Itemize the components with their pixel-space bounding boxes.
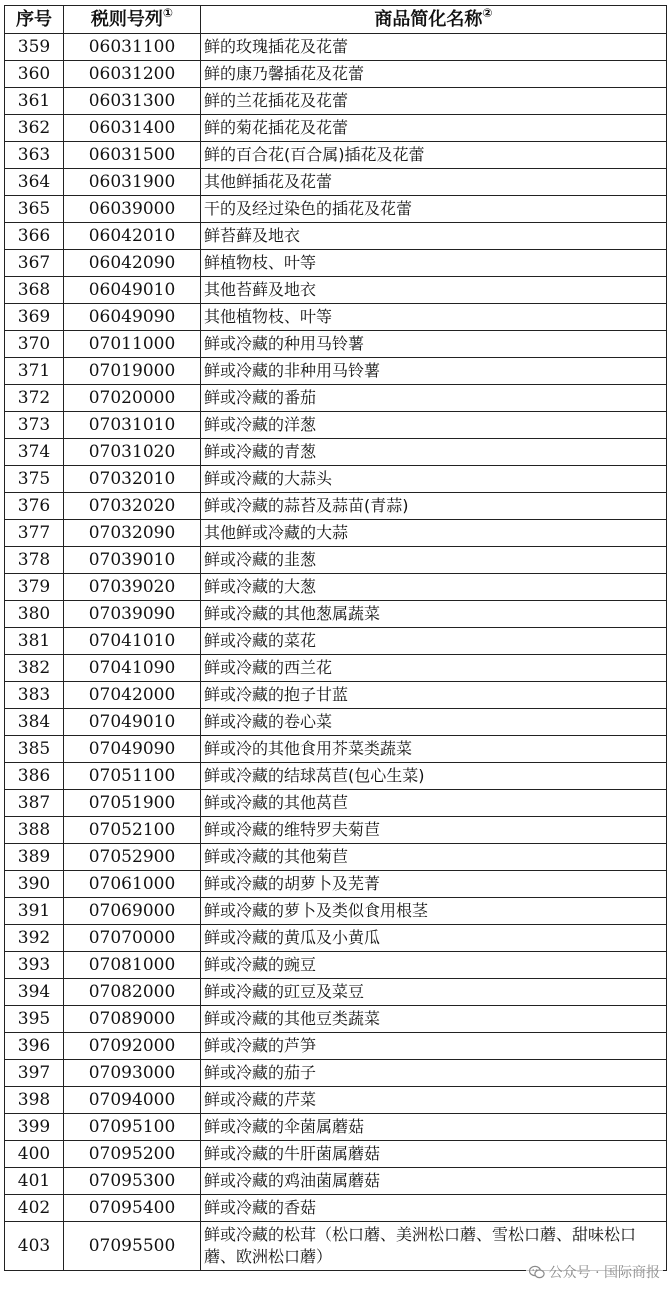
serial-number-cell: 387 xyxy=(5,790,64,817)
product-name-cell: 其他苔藓及地衣 xyxy=(201,277,667,304)
serial-number-cell: 361 xyxy=(5,88,64,115)
table-row xyxy=(5,1168,667,1195)
table-row xyxy=(5,277,667,304)
tariff-code-cell: 06031100 xyxy=(64,34,201,61)
table-row xyxy=(5,34,667,61)
product-name-cell: 其他鲜插花及花蕾 xyxy=(201,169,667,196)
serial-number-cell: 396 xyxy=(5,1033,64,1060)
table-row xyxy=(5,979,667,1006)
table-row xyxy=(5,655,667,682)
table-row xyxy=(5,682,667,709)
table-row xyxy=(5,115,667,142)
product-name-cell: 鲜或冷藏的伞菌属蘑菇 xyxy=(201,1114,667,1141)
serial-number-cell: 388 xyxy=(5,817,64,844)
product-name-cell: 鲜或冷的其他食用芥菜类蔬菜 xyxy=(201,736,667,763)
product-name-cell: 鲜或冷藏的芹菜 xyxy=(201,1087,667,1114)
header-product-name: 商品简化名称② xyxy=(201,6,667,34)
tariff-code-cell: 07052900 xyxy=(64,844,201,871)
product-name-cell: 鲜或冷藏的胡萝卜及芜菁 xyxy=(201,871,667,898)
serial-number-cell: 378 xyxy=(5,547,64,574)
tariff-code-cell: 07011000 xyxy=(64,331,201,358)
product-name-cell: 鲜或冷藏的松茸（松口蘑、美洲松口蘑、雪松口蘑、甜味松口蘑、欧洲松口蘑） xyxy=(201,1222,667,1271)
product-name-cell: 鲜或冷藏的韭葱 xyxy=(201,547,667,574)
tariff-code-cell: 06039000 xyxy=(64,196,201,223)
serial-number-cell: 375 xyxy=(5,466,64,493)
table-row xyxy=(5,439,667,466)
product-name-cell: 鲜的玫瑰插花及花蕾 xyxy=(201,34,667,61)
table-row xyxy=(5,196,667,223)
table-row xyxy=(5,223,667,250)
serial-number-cell: 366 xyxy=(5,223,64,250)
tariff-code-cell: 07041090 xyxy=(64,655,201,682)
serial-number-cell: 359 xyxy=(5,34,64,61)
product-name-cell: 鲜或冷藏的其他菊苣 xyxy=(201,844,667,871)
tariff-code-cell: 06031900 xyxy=(64,169,201,196)
tariff-code-cell: 07049090 xyxy=(64,736,201,763)
tariff-code-cell: 07052100 xyxy=(64,817,201,844)
table-row xyxy=(5,925,667,952)
tariff-code-cell: 06042010 xyxy=(64,223,201,250)
tariff-code-cell: 07031010 xyxy=(64,412,201,439)
product-name-cell: 鲜或冷藏的其他豆类蔬菜 xyxy=(201,1006,667,1033)
serial-number-cell: 385 xyxy=(5,736,64,763)
tariff-code-cell: 07061000 xyxy=(64,871,201,898)
product-name-cell: 鲜或冷藏的牛肝菌属蘑菇 xyxy=(201,1141,667,1168)
product-name-cell: 鲜或冷藏的抱子甘蓝 xyxy=(201,682,667,709)
serial-number-cell: 373 xyxy=(5,412,64,439)
product-name-cell: 鲜植物枝、叶等 xyxy=(201,250,667,277)
footnote-2-marker: ② xyxy=(482,5,493,20)
table-row xyxy=(5,790,667,817)
tariff-code-cell: 07069000 xyxy=(64,898,201,925)
table-row xyxy=(5,601,667,628)
tariff-code-cell: 07032090 xyxy=(64,520,201,547)
serial-number-cell: 376 xyxy=(5,493,64,520)
header-tariff-code: 税则号列① xyxy=(64,6,201,34)
tariff-code-cell: 07095400 xyxy=(64,1195,201,1222)
table-row xyxy=(5,1006,667,1033)
serial-number-cell: 365 xyxy=(5,196,64,223)
table-row xyxy=(5,493,667,520)
watermark-text: 公众号 · 国际商报 xyxy=(548,1265,660,1281)
product-name-cell: 鲜或冷藏的香菇 xyxy=(201,1195,667,1222)
product-name-cell: 鲜或冷藏的菜花 xyxy=(201,628,667,655)
tariff-code-cell: 07095500 xyxy=(64,1222,201,1271)
table-row xyxy=(5,871,667,898)
product-name-cell: 其他鲜或冷藏的大蒜 xyxy=(201,520,667,547)
table-row xyxy=(5,250,667,277)
serial-number-cell: 370 xyxy=(5,331,64,358)
table-row xyxy=(5,574,667,601)
product-name-cell: 鲜苔藓及地衣 xyxy=(201,223,667,250)
product-name-cell: 鲜或冷藏的大葱 xyxy=(201,574,667,601)
serial-number-cell: 400 xyxy=(5,1141,64,1168)
serial-number-cell: 379 xyxy=(5,574,64,601)
serial-number-cell: 377 xyxy=(5,520,64,547)
table-row xyxy=(5,169,667,196)
tariff-code-cell: 06031400 xyxy=(64,115,201,142)
table-row xyxy=(5,1060,667,1087)
serial-number-cell: 402 xyxy=(5,1195,64,1222)
product-name-cell: 其他植物枝、叶等 xyxy=(201,304,667,331)
serial-number-cell: 364 xyxy=(5,169,64,196)
serial-number-cell: 369 xyxy=(5,304,64,331)
product-name-cell: 鲜或冷藏的卷心菜 xyxy=(201,709,667,736)
tariff-code-cell: 06049010 xyxy=(64,277,201,304)
tariff-code-cell: 06031300 xyxy=(64,88,201,115)
table-row xyxy=(5,331,667,358)
product-name-cell: 鲜或冷藏的种用马铃薯 xyxy=(201,331,667,358)
wechat-public-account-icon xyxy=(529,1265,545,1279)
tariff-code-cell: 07095300 xyxy=(64,1168,201,1195)
footnote-1-marker: ① xyxy=(162,5,174,20)
product-name-cell: 鲜或冷藏的豌豆 xyxy=(201,952,667,979)
table-row xyxy=(5,1141,667,1168)
tariff-code-cell: 07051900 xyxy=(64,790,201,817)
table-row xyxy=(5,763,667,790)
table-row xyxy=(5,304,667,331)
product-name-cell: 鲜或冷藏的其他葱属蔬菜 xyxy=(201,601,667,628)
tariff-code-cell: 07020000 xyxy=(64,385,201,412)
serial-number-cell: 403 xyxy=(5,1222,64,1271)
serial-number-cell: 401 xyxy=(5,1168,64,1195)
tariff-code-cell: 07039020 xyxy=(64,574,201,601)
table-row xyxy=(5,628,667,655)
serial-number-cell: 367 xyxy=(5,250,64,277)
serial-number-cell: 395 xyxy=(5,1006,64,1033)
table-row xyxy=(5,1195,667,1222)
product-name-cell: 鲜或冷藏的萝卜及类似食用根茎 xyxy=(201,898,667,925)
tariff-table xyxy=(4,5,667,1271)
serial-number-cell: 372 xyxy=(5,385,64,412)
serial-number-cell: 389 xyxy=(5,844,64,871)
product-name-cell: 鲜或冷藏的豇豆及菜豆 xyxy=(201,979,667,1006)
product-name-cell: 鲜或冷藏的非种用马铃薯 xyxy=(201,358,667,385)
tariff-code-cell: 07042000 xyxy=(64,682,201,709)
product-name-cell: 鲜或冷藏的芦笋 xyxy=(201,1033,667,1060)
serial-number-cell: 384 xyxy=(5,709,64,736)
tariff-code-cell: 07089000 xyxy=(64,1006,201,1033)
table-row xyxy=(5,817,667,844)
tariff-code-cell: 07032020 xyxy=(64,493,201,520)
serial-number-cell: 363 xyxy=(5,142,64,169)
table-row xyxy=(5,1033,667,1060)
tariff-code-cell: 07019000 xyxy=(64,358,201,385)
table-row xyxy=(5,412,667,439)
serial-number-cell: 362 xyxy=(5,115,64,142)
table-row xyxy=(5,88,667,115)
serial-number-cell: 398 xyxy=(5,1087,64,1114)
tariff-code-cell: 06049090 xyxy=(64,304,201,331)
serial-number-cell: 380 xyxy=(5,601,64,628)
product-name-cell: 鲜的百合花(百合属)插花及花蕾 xyxy=(201,142,667,169)
product-name-cell: 鲜的康乃馨插花及花蕾 xyxy=(201,61,667,88)
watermark xyxy=(526,1261,663,1283)
header-serial-number: 序号 xyxy=(5,6,64,34)
table-row xyxy=(5,709,667,736)
product-name-cell: 鲜或冷藏的鸡油菌属蘑菇 xyxy=(201,1168,667,1195)
table-row xyxy=(5,844,667,871)
tariff-code-cell: 06031200 xyxy=(64,61,201,88)
tariff-code-cell: 07081000 xyxy=(64,952,201,979)
serial-number-cell: 393 xyxy=(5,952,64,979)
product-name-cell: 鲜或冷藏的结球莴苣(包心生菜) xyxy=(201,763,667,790)
table-row xyxy=(5,952,667,979)
serial-number-cell: 392 xyxy=(5,925,64,952)
product-name-cell: 鲜或冷藏的蒜苔及蒜苗(青蒜) xyxy=(201,493,667,520)
serial-number-cell: 368 xyxy=(5,277,64,304)
serial-number-cell: 391 xyxy=(5,898,64,925)
serial-number-cell: 381 xyxy=(5,628,64,655)
serial-number-cell: 383 xyxy=(5,682,64,709)
table-row xyxy=(5,385,667,412)
product-name-cell: 鲜或冷藏的维特罗夫菊苣 xyxy=(201,817,667,844)
product-name-cell: 鲜或冷藏的黄瓜及小黄瓜 xyxy=(201,925,667,952)
serial-number-cell: 397 xyxy=(5,1060,64,1087)
tariff-code-cell: 07039010 xyxy=(64,547,201,574)
table-row xyxy=(5,520,667,547)
table-header-row xyxy=(5,6,667,34)
product-name-cell: 鲜或冷藏的西兰花 xyxy=(201,655,667,682)
product-name-cell: 鲜或冷藏的大蒜头 xyxy=(201,466,667,493)
tariff-code-cell: 07070000 xyxy=(64,925,201,952)
serial-number-cell: 394 xyxy=(5,979,64,1006)
tariff-code-cell: 07049010 xyxy=(64,709,201,736)
product-name-cell: 鲜或冷藏的其他莴苣 xyxy=(201,790,667,817)
table-row xyxy=(5,358,667,385)
tariff-code-cell: 07082000 xyxy=(64,979,201,1006)
table-row xyxy=(5,898,667,925)
tariff-code-cell: 07031020 xyxy=(64,439,201,466)
tariff-code-cell: 06031500 xyxy=(64,142,201,169)
tariff-code-cell: 07039090 xyxy=(64,601,201,628)
table-row xyxy=(5,1114,667,1141)
serial-number-cell: 382 xyxy=(5,655,64,682)
table-row xyxy=(5,61,667,88)
tariff-code-cell: 07032010 xyxy=(64,466,201,493)
product-name-cell: 鲜或冷藏的番茄 xyxy=(201,385,667,412)
table-row xyxy=(5,1087,667,1114)
serial-number-cell: 360 xyxy=(5,61,64,88)
serial-number-cell: 386 xyxy=(5,763,64,790)
table-row xyxy=(5,466,667,493)
tariff-code-cell: 07095200 xyxy=(64,1141,201,1168)
serial-number-cell: 390 xyxy=(5,871,64,898)
tariff-code-cell: 07094000 xyxy=(64,1087,201,1114)
serial-number-cell: 374 xyxy=(5,439,64,466)
product-name-cell: 干的及经过染色的插花及花蕾 xyxy=(201,196,667,223)
product-name-cell: 鲜的兰花插花及花蕾 xyxy=(201,88,667,115)
table-row xyxy=(5,547,667,574)
tariff-code-cell: 07041010 xyxy=(64,628,201,655)
tariff-code-cell: 07092000 xyxy=(64,1033,201,1060)
product-name-cell: 鲜或冷藏的青葱 xyxy=(201,439,667,466)
product-name-cell: 鲜的菊花插花及花蕾 xyxy=(201,115,667,142)
serial-number-cell: 399 xyxy=(5,1114,64,1141)
tariff-code-cell: 06042090 xyxy=(64,250,201,277)
serial-number-cell: 371 xyxy=(5,358,64,385)
tariff-code-cell: 07051100 xyxy=(64,763,201,790)
table-row xyxy=(5,736,667,763)
tariff-code-cell: 07095100 xyxy=(64,1114,201,1141)
product-name-cell: 鲜或冷藏的洋葱 xyxy=(201,412,667,439)
product-name-cell: 鲜或冷藏的茄子 xyxy=(201,1060,667,1087)
table-row xyxy=(5,142,667,169)
tariff-code-cell: 07093000 xyxy=(64,1060,201,1087)
